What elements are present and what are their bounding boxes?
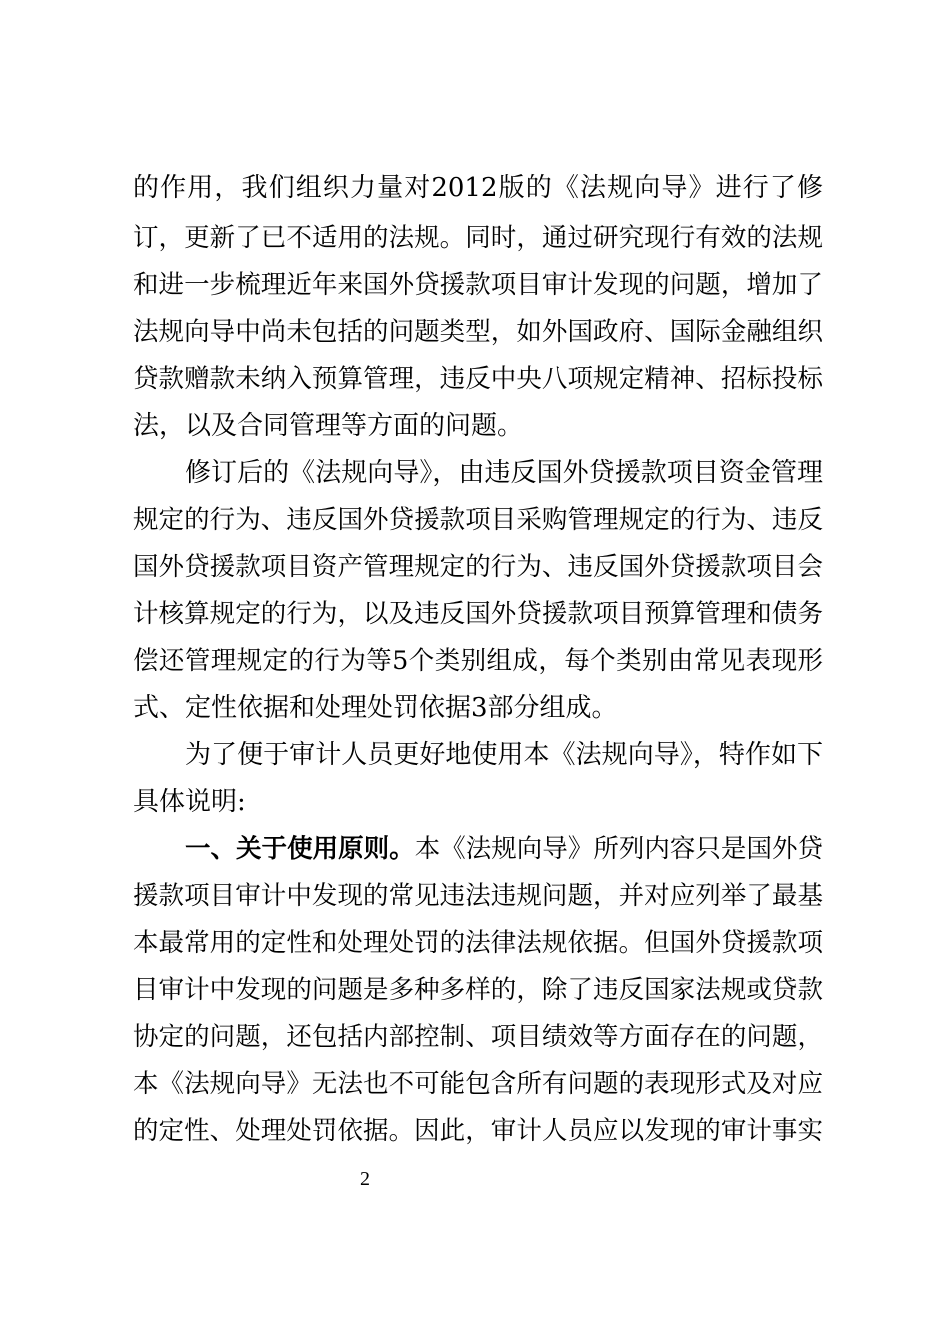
paragraph4-line-6: 本《法规向导》无法也不可能包含所有问题的表现形式及对应	[133, 1069, 823, 1099]
paragraph4-line-7: 的定性、处理处罚依据。因此，审计人员应以发现的审计事实	[133, 1116, 823, 1146]
paragraph1-line-4: 法规向导中尚未包括的问题类型，如外国政府、国际金融组织	[133, 317, 823, 347]
paragraph4-line-2: 援款项目审计中发现的常见违法违规问题，并对应列举了最基	[133, 881, 823, 911]
paragraph4-line-1-text: 本《法规向导》所列内容只是国外贷	[414, 834, 823, 864]
paragraph1-line-1: 的作用，我们组织力量对2012版的《法规向导》进行了修	[133, 173, 823, 203]
paragraph1-line-5: 贷款赠款未纳入预算管理，违反中央八项规定精神、招标投标	[133, 364, 823, 394]
paragraph4-line-5: 协定的问题，还包括内部控制、项目绩效等方面存在的问题，	[133, 1022, 823, 1052]
section-heading: 一、关于使用原则。	[185, 834, 415, 864]
paragraph2-line-1: 修订后的《法规向导》，由违反国外贷援款项目资金管理	[185, 458, 823, 488]
paragraph1-line-2: 订，更新了已不适用的法规。同时，通过研究现行有效的法规	[133, 223, 823, 253]
paragraph4-line-1	[185, 829, 823, 869]
paragraph1-line-6: 法，以及合同管理等方面的问题。	[133, 411, 524, 441]
paragraph2-line-2: 规定的行为、违反国外贷援款项目采购管理规定的行为、违反	[133, 505, 823, 535]
paragraph1-line-3: 和进一步梳理近年来国外贷援款项目审计发现的问题，增加了	[133, 270, 823, 300]
paragraph2-line-3: 国外贷援款项目资产管理规定的行为、违反国外贷援款项目会	[133, 552, 823, 582]
paragraph2-line-5: 偿还管理规定的行为等5个类别组成，每个类别由常见表现形	[133, 646, 823, 676]
paragraph3-line-2: 具体说明:	[133, 787, 246, 817]
paragraph2-line-4: 计核算规定的行为，以及违反国外贷援款项目预算管理和债务	[133, 599, 823, 629]
paragraph3-line-1: 为了便于审计人员更好地使用本《法规向导》，特作如下	[185, 740, 823, 770]
paragraph4-line-4: 目审计中发现的问题是多种多样的，除了违反国家法规或贷款	[133, 975, 823, 1005]
paragraph2-line-6: 式、定性依据和处理处罚依据3部分组成。	[133, 693, 618, 723]
page-number: 2	[360, 1168, 370, 1190]
paragraph4-line-3: 本最常用的定性和处理处罚的法律法规依据。但国外贷援款项	[133, 928, 823, 958]
